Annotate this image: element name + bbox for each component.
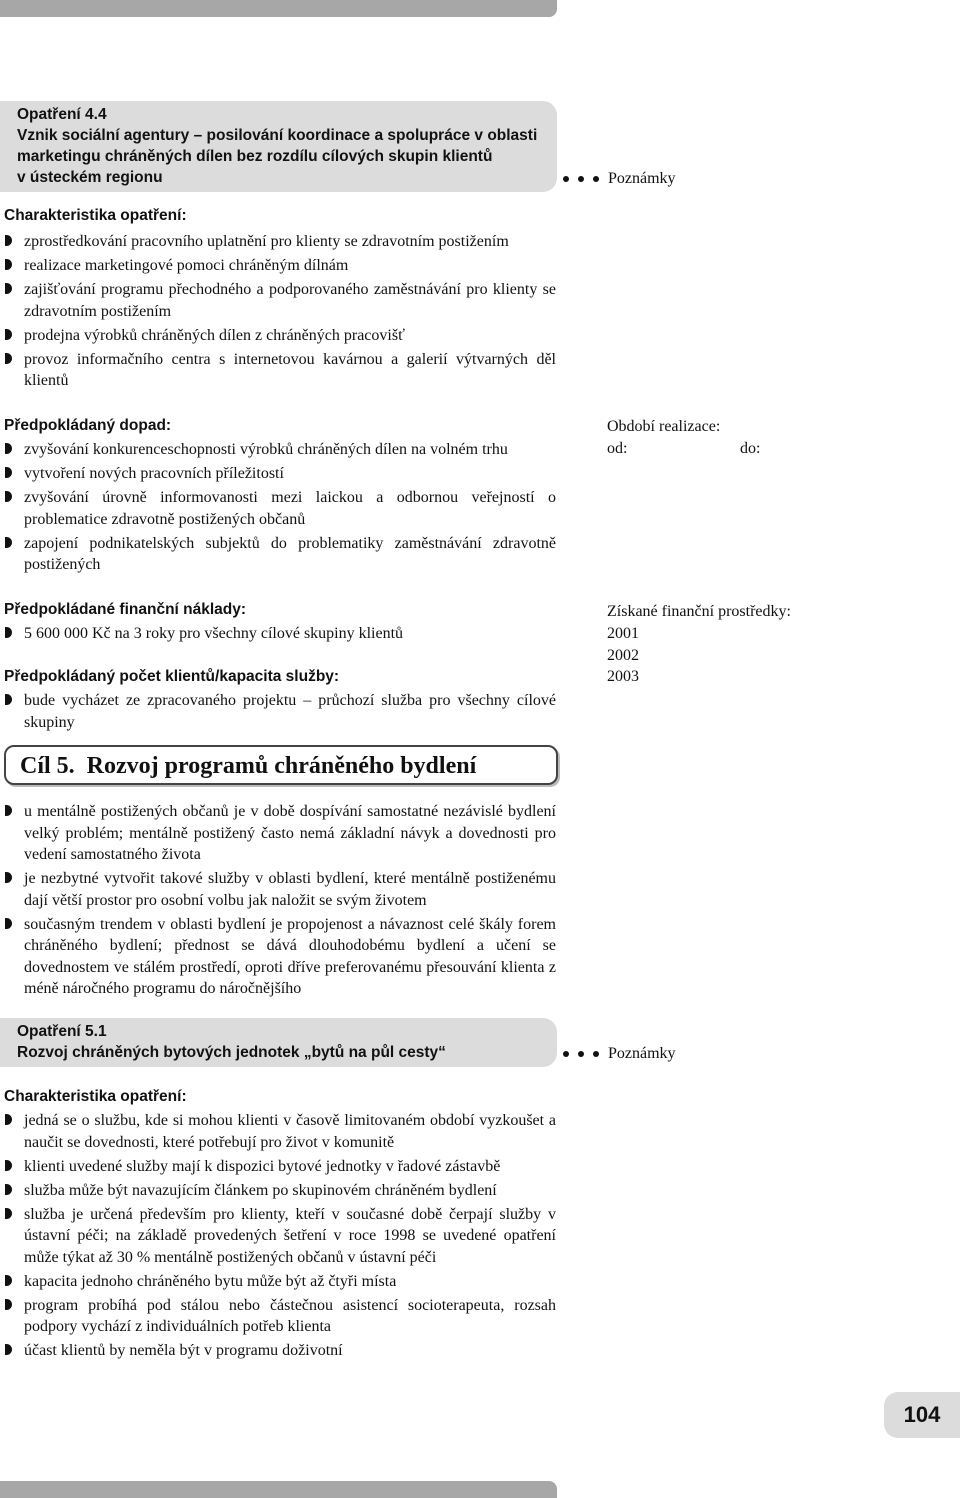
bullet-icon — [5, 283, 12, 294]
notes-text: Poznámky — [608, 1045, 676, 1062]
bullet-icon — [5, 627, 12, 638]
section-heading: Předpokládaný počet klientů/kapacita služby: — [4, 668, 340, 685]
bullet-list — [0, 439, 556, 578]
notes-text: Poznámky — [608, 170, 676, 187]
page-number: 104 — [884, 1392, 960, 1438]
bullet-icon — [5, 1275, 12, 1286]
list-item: zvyšování úrovně informovanosti mezi laickou a odbornou veřejností o problematice zdravotně postižených občanů — [0, 487, 556, 530]
top-decor-bar — [0, 0, 557, 17]
measure-label: Opatření 5.1 — [17, 1023, 107, 1040]
list-item: zapojení podnikatelských subjektů do problematiky zaměstnávání zdravotně postižených — [0, 533, 556, 576]
bullet-icon — [5, 1344, 12, 1355]
list-item: vytvoření nových pracovních příležitostí — [0, 463, 556, 485]
list-item: služba je určená především pro klienty, kteří v současné době čerpají služby v ústavní péči; na základě provedených šetření v roce 1998 se uvedené opatření může týkat až 30 % mentálně postižených občanů v ústavní péči — [0, 1204, 556, 1269]
measure-5-1-header — [0, 1018, 557, 1067]
list-item: současným trendem v oblasti bydlení je propojenost a návaznost celé škály forem chráněného bydlení; přednost se dává dlouhodobému bydlení a učení se dovednostem ve stálém prostředí, oproti dříve preferovanému přesouvání klienta z méně náročného programu do náročnějšího — [0, 914, 556, 1000]
measure-title-line: Vznik sociální agentury – posilování koordinace a spolupráce v oblasti — [17, 127, 538, 144]
bullet-icon — [5, 235, 12, 246]
bullet-icon — [5, 443, 12, 454]
list-item: účast klientů by neměla být v programu doživotní — [0, 1340, 556, 1362]
measure-4-4-header — [0, 101, 557, 192]
funds-year: 2003 — [607, 668, 639, 685]
bullet-icon — [5, 694, 12, 705]
dot-icon — [563, 176, 569, 182]
list-item: program probíhá pod stálou nebo částečnou asistencí socioterapeuta, rozsah podpory vychází z individuálních potřeb klienta — [0, 1295, 556, 1338]
bullet-icon — [5, 1114, 12, 1125]
list-item: provoz informačního centra s internetovou kavárnou a galerií výtvarných děl klientů — [0, 349, 556, 392]
goal-title: Rozvoj programů chráněného bydlení — [86, 753, 477, 779]
measure-title-line: v ústeckém regionu — [17, 169, 163, 186]
list-item: je nezbytné vytvořit takové služby v oblasti bydlení, které mentálně postiženému dají větší prostor pro osobní volbu jak naložit se svým životem — [0, 868, 556, 911]
list-item: bude vycházet ze zpracovaného projektu – průchozí služba pro všechny cílové skupiny — [0, 690, 556, 733]
bullet-list — [0, 231, 556, 394]
notes-label — [563, 168, 676, 190]
list-item: zprostředkování pracovního uplatnění pro klienty se zdravotním postižením — [0, 231, 556, 253]
list-item: prodejna výrobků chráněných dílen z chráněných pracovišť — [0, 325, 556, 347]
list-item: jedná se o službu, kde si mohou klienti v časově limitovaném období vyzkoušet a naučit se dovednosti, které potřebují pro život v komunitě — [0, 1110, 556, 1153]
bottom-decor-bar — [0, 1481, 557, 1498]
bullet-list — [0, 1110, 556, 1364]
list-item: služba může být navazujícím článkem po skupinovém chráněném bydlení — [0, 1180, 556, 1202]
bullet-icon — [5, 918, 12, 929]
bullet-icon — [5, 1160, 12, 1171]
bullet-icon — [5, 467, 12, 478]
dot-icon — [563, 1051, 569, 1057]
period-label: Období realizace: — [607, 418, 721, 435]
bullet-icon — [5, 1208, 12, 1219]
dot-icon — [593, 176, 599, 182]
section-heading: Předpokládaný dopad: — [4, 417, 172, 434]
bullet-icon — [5, 872, 12, 883]
bullet-list — [0, 801, 556, 1002]
section-heading: Charakteristika opatření: — [4, 207, 187, 224]
dot-icon — [578, 176, 584, 182]
section-heading: Předpokládané finanční náklady: — [4, 601, 247, 618]
bullet-list — [0, 690, 556, 736]
funds-year: 2001 — [607, 625, 639, 642]
list-item: 5 600 000 Kč na 3 roky pro všechny cílové skupiny klientů — [0, 623, 556, 645]
goal-5-heading — [4, 745, 558, 785]
bullet-icon — [5, 1299, 12, 1310]
bullet-icon — [5, 259, 12, 270]
measure-label: Opatření 4.4 — [17, 106, 107, 123]
period-to: do: — [740, 440, 761, 457]
list-item: realizace marketingové pomoci chráněným dílnám — [0, 255, 556, 277]
bullet-list — [0, 623, 556, 647]
section-heading: Charakteristika opatření: — [4, 1088, 187, 1105]
measure-title: Rozvoj chráněných bytových jednotek „bytů na půl cesty“ — [17, 1044, 446, 1061]
bullet-icon — [5, 353, 12, 364]
bullet-icon — [5, 329, 12, 340]
list-item: u mentálně postižených občanů je v době dospívání samostatné nezávislé bydlení velký problém; mentálně postižený často nemá základní návyk a dovednosti pro vedení samostatného života — [0, 801, 556, 866]
dot-icon — [578, 1051, 584, 1057]
bullet-icon — [5, 1184, 12, 1195]
funds-label: Získané finanční prostředky: — [607, 603, 791, 620]
period-from: od: — [607, 440, 628, 457]
list-item: zajišťování programu přechodného a podporovaného zaměstnávání pro klienty se zdravotním postižením — [0, 279, 556, 322]
funds-year: 2002 — [607, 647, 639, 664]
dot-icon — [593, 1051, 599, 1057]
notes-label — [563, 1043, 676, 1065]
measure-title-line: marketingu chráněných dílen bez rozdílu cílových skupin klientů — [17, 148, 493, 165]
bullet-icon — [5, 805, 12, 816]
goal-label: Cíl 5. — [20, 753, 75, 779]
bullet-icon — [5, 537, 12, 548]
list-item: kapacita jednoho chráněného bytu může být až čtyři místa — [0, 1271, 556, 1293]
list-item: zvyšování konkurenceschopnosti výrobků chráněných dílen na volném trhu — [0, 439, 556, 461]
bullet-icon — [5, 491, 12, 502]
list-item: klienti uvedené služby mají k dispozici bytové jednotky v řadové zástavbě — [0, 1156, 556, 1178]
